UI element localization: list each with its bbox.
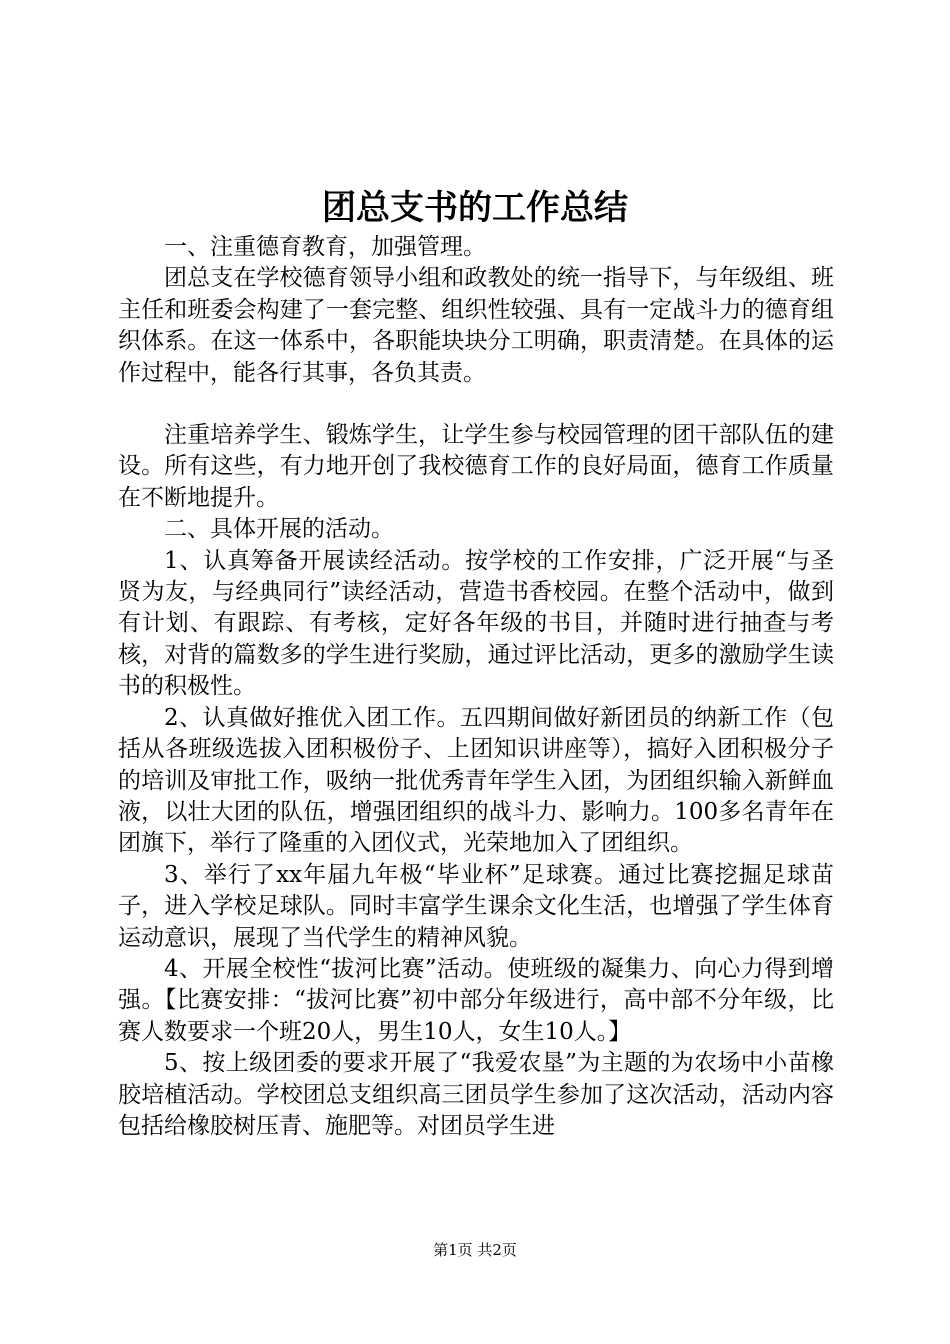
activity-item-1: 1、认真筹备开展读经活动。按学校的工作安排，广泛开展“与圣贤为友，与经典同行”读经活动，营造书香校园。在整个活动中，做到有计划、有跟踪、有考核，定好各年级的书目，并随时进行抽查与考核，对背的篇数多的学生进行奖励，通过评比活动，更多的激励学生读书的积极性。 (118, 547, 834, 700)
activity-item-3: 3、举行了xx年届九年极“毕业杯”足球赛。通过比赛挖掘足球苗子，进入学校足球队。同时丰富学生课余文化生活，也增强了学生体育运动意识，展现了当代学生的精神风貌。 (118, 861, 834, 951)
paragraph-training: 注重培养学生、锻炼学生，让学生参与校园管理的团干部队伍的建设。所有这些，有力地开创了我校德育工作的良好局面，德育工作质量在不断地提升。 (118, 422, 834, 511)
activity-item-2: 2、认真做好推优入团工作。五四期间做好新团员的纳新工作（包括从各班级选拔入团积极份子、上团知识讲座等），搞好入团积极分子的培训及审批工作，吸纳一批优秀青年学生入团，为团组织输入新鲜血液，以壮大团的队伍，增强团组织的战斗力、影响力。100多名青年在团旗下，举行了隆重的入团仪式，光荣地加入了团组织。 (118, 704, 834, 857)
activity-item-4: 4、开展全校性“拔河比赛”活动。使班级的凝集力、向心力得到增强。【比赛安排：“拔河比赛”初中部分年级进行，高中部不分年级，比赛人数要求一个班20人，男生10人，女生10人。】 (118, 955, 834, 1045)
section-heading-2: 二、具体开展的活动。 (164, 516, 394, 543)
document-body (118, 232, 834, 1142)
activity-item-5: 5、按上级团委的要求开展了“我爱农垦”为主题的为农场中小苗橡胶培植活动。学校团总支组织高三团员学生参加了这次活动，活动内容包括给橡胶树压青、施肥等。对团员学生进 (118, 1050, 834, 1139)
paragraph-org-system: 团总支在学校德育领导小组和政教处的统一指导下，与年级组、班主任和班委会构建了一套完整、组织性较强、具有一定战斗力的德育组织体系。在这一体系中，各职能块块分工明确，职责清楚。在具体的运作过程中，能各行其事，各负其责。 (118, 265, 834, 386)
document-title: 团总支书的工作总结 (322, 188, 628, 228)
page-number-footer: 第1页 共2页 (433, 1241, 517, 1259)
section-heading-1: 一、注重德育教育，加强管理。 (164, 234, 486, 260)
